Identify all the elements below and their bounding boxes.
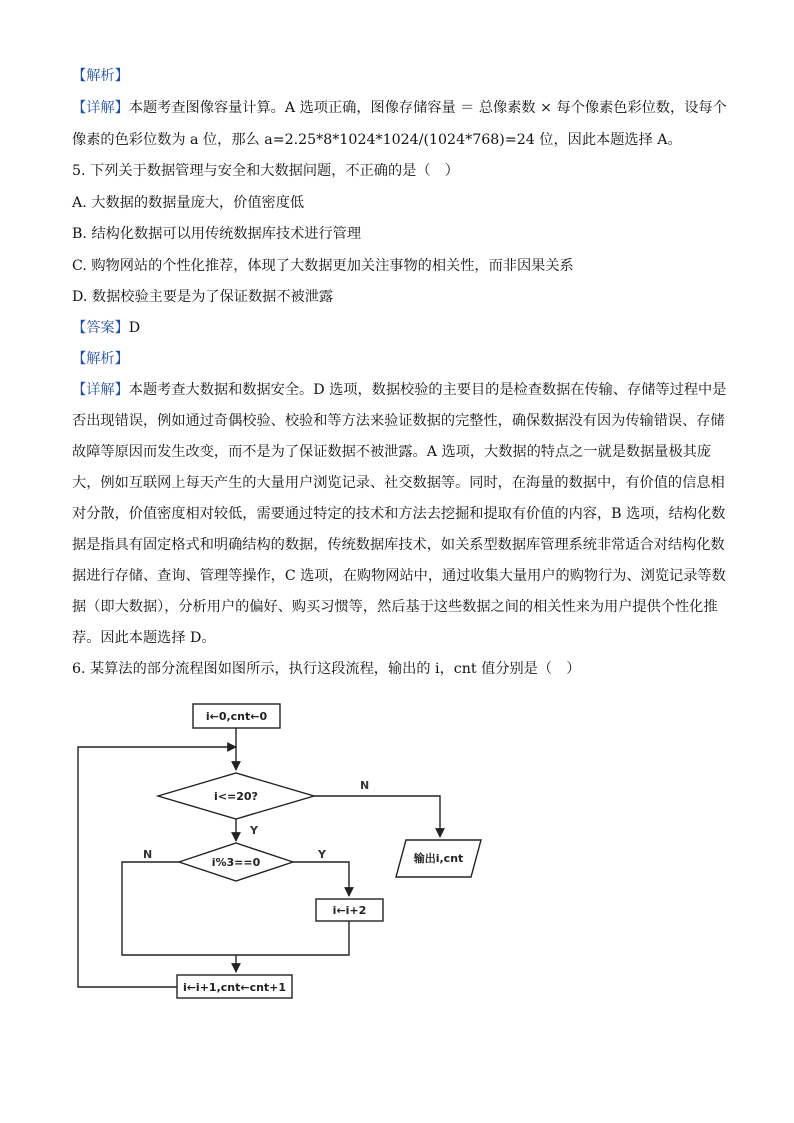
- flowchart-label-n2: N: [143, 848, 153, 861]
- q5-detail-tag: 【详解】: [72, 382, 129, 398]
- flowchart-cond2-text: i%3==0: [211, 856, 261, 869]
- flowchart-label-y2: Y: [318, 848, 326, 861]
- flowchart-step-yes-text: i←i+2: [332, 904, 367, 917]
- q5-detail-line: 大，例如互联网上每天产生的大量用户浏览记录、社交数据等。同时，在海量的数据中，有价值的信息相: [72, 475, 725, 491]
- q5-detail-line: 否出现错误，例如通过奇偶校验、校验和等方法来验证数据的完整性，确保数据没有因为传输错误、存储: [72, 413, 725, 429]
- q5-answer-tag: 【答案】: [72, 320, 129, 336]
- q5-option-d: D. 数据校验主要是为了保证数据不被泄露: [72, 289, 334, 305]
- q4-detail-line: 像素的色彩位数为 a 位，那么 a=2.25*8*1024*1024/(1024*768)=24 位，因此本题选择 A。: [72, 132, 682, 148]
- flowchart-merge-line: [236, 921, 349, 955]
- q5-detail-line: 故障等原因而发生改变，而不是为了保证数据不被泄露。A 选项，大数据的特点之一就是数据量极其庞: [72, 444, 712, 460]
- flowchart-output-text: 输出i,cnt: [413, 852, 464, 865]
- q4-analysis-tag: 【解析】: [72, 68, 129, 84]
- q6-stem: 6. 某算法的部分流程图如图所示，执行这段流程，输出的 i，cnt 值分别是（ ）: [72, 661, 581, 677]
- q5-detail-line: 据是指具有固定格式和明确结构的数据，传统数据库技术，如关系型数据库管理系统非常适合对结构化数: [72, 537, 725, 553]
- q5-stem: 5. 下列关于数据管理与安全和大数据问题，不正确的是（ ）: [72, 163, 459, 179]
- flowchart-label-y1: Y: [250, 824, 258, 837]
- q5-detail-line: 据进行存储、查询、管理等操作，C 选项，在购物网站中，通过收集大量用户的购物行为、浏览记录等数: [72, 568, 726, 584]
- flowchart-cond1-text: i<=20?: [214, 790, 258, 803]
- q5-analysis-tag: 【解析】: [72, 351, 129, 367]
- q5-detail-line: 对分散，价值密度相对较低，需要通过特定的技术和方法去挖掘和提取有价值的内容，B 选项，结构化数: [72, 506, 726, 522]
- q4-detail-tag: 【详解】: [72, 100, 129, 116]
- q5-answer-value: D: [128, 320, 141, 336]
- flowchart-step-all-text: i←i+1,cnt←cnt+1: [182, 981, 287, 994]
- q5-option-b: B. 结构化数据可以用传统数据库技术进行管理: [72, 226, 362, 242]
- flowchart-arrow-y2: [293, 862, 349, 896]
- q5-option-a: A. 大数据的数据量庞大，价值密度低: [72, 195, 305, 211]
- flowchart-label-n1: N: [360, 779, 370, 792]
- q5-detail-line: 【详解】本题考查大数据和数据安全。D 选项，数据校验的主要目的是检查数据在传输、存储等过程中是: [72, 382, 727, 398]
- q5-detail-line: 荐。因此本题选择 D。: [72, 630, 216, 646]
- q4-detail-line: 【详解】本题考查图像容量计算。A 选项正确，图像存储容量 ＝ 总像素数 × 每个像素色彩位数，设每个: [72, 100, 727, 116]
- flowchart-init-text: i←0,cnt←0: [205, 710, 268, 723]
- flowchart-arrow-n1: [314, 796, 440, 837]
- q5-detail-line: 据（即大数据），分析用户的偏好、购买习惯等，然后基于这些数据之间的相关性来为用户提供个性化推: [72, 599, 718, 615]
- q5-option-c: C. 购物网站的个性化推荐，体现了大数据更加关注事物的相关性，而非因果关系: [72, 258, 574, 274]
